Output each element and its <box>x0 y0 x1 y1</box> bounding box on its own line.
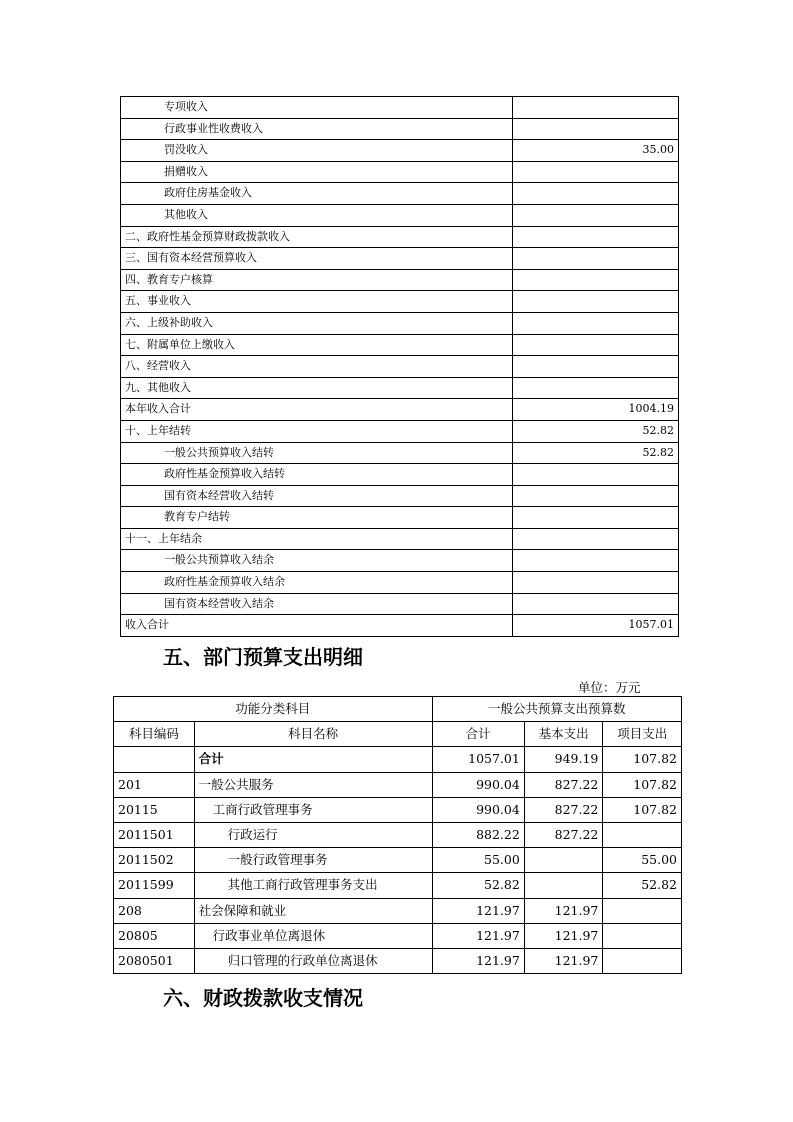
expense-header-row <box>114 722 682 747</box>
expense-basic: 827.22 <box>524 823 603 848</box>
header-basic: 基本支出 <box>524 722 603 747</box>
expense-basic: 827.22 <box>524 797 603 822</box>
income-item-value <box>512 204 678 226</box>
income-row <box>121 615 679 637</box>
income-item-name: 五、事业收入 <box>121 291 513 313</box>
expense-row <box>114 898 682 923</box>
income-row <box>121 118 679 140</box>
income-item-name: 国有资本经营收入结转 <box>121 485 513 507</box>
expense-basic: 949.19 <box>524 747 603 772</box>
expense-code <box>114 747 195 772</box>
expense-basic <box>524 873 603 898</box>
group-header-function-class: 功能分类科目 <box>114 697 433 722</box>
expense-name: 其他工商行政管理事务支出 <box>194 873 432 898</box>
income-table <box>120 96 679 637</box>
expense-basic <box>524 848 603 873</box>
income-row <box>121 291 679 313</box>
unit-label: 单位：万元 <box>578 680 641 695</box>
income-item-value <box>512 507 678 529</box>
expense-project: 107.82 <box>603 772 682 797</box>
expense-row <box>114 797 682 822</box>
income-item-name: 教育专户结转 <box>121 507 513 529</box>
income-row <box>121 528 679 550</box>
expense-row <box>114 923 682 948</box>
expense-code: 201 <box>114 772 195 797</box>
expense-row <box>114 949 682 974</box>
expense-total: 121.97 <box>432 923 524 948</box>
expense-name: 一般公共服务 <box>194 772 432 797</box>
income-row <box>121 140 679 162</box>
expense-total: 52.82 <box>432 873 524 898</box>
income-item-value <box>512 528 678 550</box>
expense-project: 107.82 <box>603 797 682 822</box>
expense-code: 20115 <box>114 797 195 822</box>
expense-name: 社会保障和就业 <box>194 898 432 923</box>
income-item-value <box>512 356 678 378</box>
income-item-value: 52.82 <box>512 420 678 442</box>
expense-code: 20805 <box>114 923 195 948</box>
expense-project <box>603 923 682 948</box>
income-row <box>121 334 679 356</box>
expense-code: 2011599 <box>114 873 195 898</box>
income-item-value <box>512 183 678 205</box>
income-row <box>121 356 679 378</box>
income-item-name: 十一、上年结余 <box>121 528 513 550</box>
income-row <box>121 377 679 399</box>
income-item-name: 三、国有资本经营预算收入 <box>121 248 513 270</box>
income-item-value <box>512 291 678 313</box>
income-item-value <box>512 269 678 291</box>
income-item-name: 本年收入合计 <box>121 399 513 421</box>
expense-code: 2080501 <box>114 949 195 974</box>
expense-project: 52.82 <box>603 873 682 898</box>
income-item-name: 四、教育专户核算 <box>121 269 513 291</box>
income-row <box>121 97 679 119</box>
expense-total: 55.00 <box>432 848 524 873</box>
income-item-name: 政府性基金预算收入结余 <box>121 572 513 594</box>
section-title-expense-detail: 五、部门预算支出明细 <box>163 645 363 669</box>
header-total: 合计 <box>432 722 524 747</box>
income-item-value <box>512 464 678 486</box>
income-item-name: 一般公共预算收入结余 <box>121 550 513 572</box>
income-row <box>121 420 679 442</box>
income-item-value <box>512 550 678 572</box>
income-item-value: 1004.19 <box>512 399 678 421</box>
expense-total: 121.97 <box>432 898 524 923</box>
income-item-value <box>512 377 678 399</box>
expense-total: 990.04 <box>432 797 524 822</box>
income-item-value <box>512 248 678 270</box>
income-item-name: 六、上级补助收入 <box>121 312 513 334</box>
header-project: 项目支出 <box>603 722 682 747</box>
income-item-name: 其他收入 <box>121 204 513 226</box>
expense-name: 合计 <box>194 747 432 772</box>
expense-name: 行政事业单位离退休 <box>194 923 432 948</box>
income-row <box>121 572 679 594</box>
expense-total: 121.97 <box>432 949 524 974</box>
expense-project <box>603 898 682 923</box>
income-item-name: 十、上年结转 <box>121 420 513 442</box>
income-item-name: 一般公共预算收入结转 <box>121 442 513 464</box>
header-code: 科目编码 <box>114 722 195 747</box>
expense-name: 工商行政管理事务 <box>194 797 432 822</box>
income-row <box>121 550 679 572</box>
expense-project <box>603 823 682 848</box>
expense-project <box>603 949 682 974</box>
expense-basic: 827.22 <box>524 772 603 797</box>
expense-row <box>114 747 682 772</box>
expense-name: 一般行政管理事务 <box>194 848 432 873</box>
income-row <box>121 399 679 421</box>
income-item-value: 52.82 <box>512 442 678 464</box>
expense-row <box>114 772 682 797</box>
expense-basic: 121.97 <box>524 923 603 948</box>
expense-basic: 121.97 <box>524 898 603 923</box>
income-row <box>121 593 679 615</box>
income-item-name: 九、其他收入 <box>121 377 513 399</box>
income-row <box>121 312 679 334</box>
group-header-budget: 一般公共预算支出预算数 <box>432 697 681 722</box>
income-item-name: 罚没收入 <box>121 140 513 162</box>
expense-code: 2011501 <box>114 823 195 848</box>
income-item-value <box>512 485 678 507</box>
section-title-fiscal-appropriation: 六、财政拨款收支情况 <box>163 986 363 1010</box>
income-item-value <box>512 97 678 119</box>
income-row <box>121 248 679 270</box>
income-item-value <box>512 161 678 183</box>
expense-row <box>114 848 682 873</box>
income-item-name: 行政事业性收费收入 <box>121 118 513 140</box>
income-item-value <box>512 572 678 594</box>
income-item-value <box>512 334 678 356</box>
expense-basic: 121.97 <box>524 949 603 974</box>
expense-row <box>114 823 682 848</box>
expense-total: 1057.01 <box>432 747 524 772</box>
income-item-name: 捐赠收入 <box>121 161 513 183</box>
income-row <box>121 161 679 183</box>
income-row <box>121 183 679 205</box>
income-item-value: 35.00 <box>512 140 678 162</box>
income-row <box>121 204 679 226</box>
income-row <box>121 442 679 464</box>
income-row <box>121 485 679 507</box>
expense-total: 990.04 <box>432 772 524 797</box>
income-item-name: 国有资本经营收入结余 <box>121 593 513 615</box>
expense-code: 2011502 <box>114 848 195 873</box>
expense-row <box>114 873 682 898</box>
expense-name: 归口管理的行政单位离退休 <box>194 949 432 974</box>
header-name: 科目名称 <box>194 722 432 747</box>
expense-project: 107.82 <box>603 747 682 772</box>
income-row <box>121 269 679 291</box>
income-item-value: 1057.01 <box>512 615 678 637</box>
income-row <box>121 464 679 486</box>
income-item-name: 政府住房基金收入 <box>121 183 513 205</box>
expense-name: 行政运行 <box>194 823 432 848</box>
expense-total: 882.22 <box>432 823 524 848</box>
income-item-name: 八、经营收入 <box>121 356 513 378</box>
expense-group-header-row <box>114 697 682 722</box>
income-item-name: 政府性基金预算收入结转 <box>121 464 513 486</box>
income-item-name: 二、政府性基金预算财政拨款收入 <box>121 226 513 248</box>
income-item-name: 专项收入 <box>121 97 513 119</box>
expense-code: 208 <box>114 898 195 923</box>
income-row <box>121 507 679 529</box>
income-item-name: 收入合计 <box>121 615 513 637</box>
income-item-value <box>512 226 678 248</box>
income-row <box>121 226 679 248</box>
income-item-value <box>512 118 678 140</box>
expense-project: 55.00 <box>603 848 682 873</box>
expense-table <box>113 696 682 974</box>
income-item-value <box>512 312 678 334</box>
income-item-name: 七、附属单位上缴收入 <box>121 334 513 356</box>
income-item-value <box>512 593 678 615</box>
